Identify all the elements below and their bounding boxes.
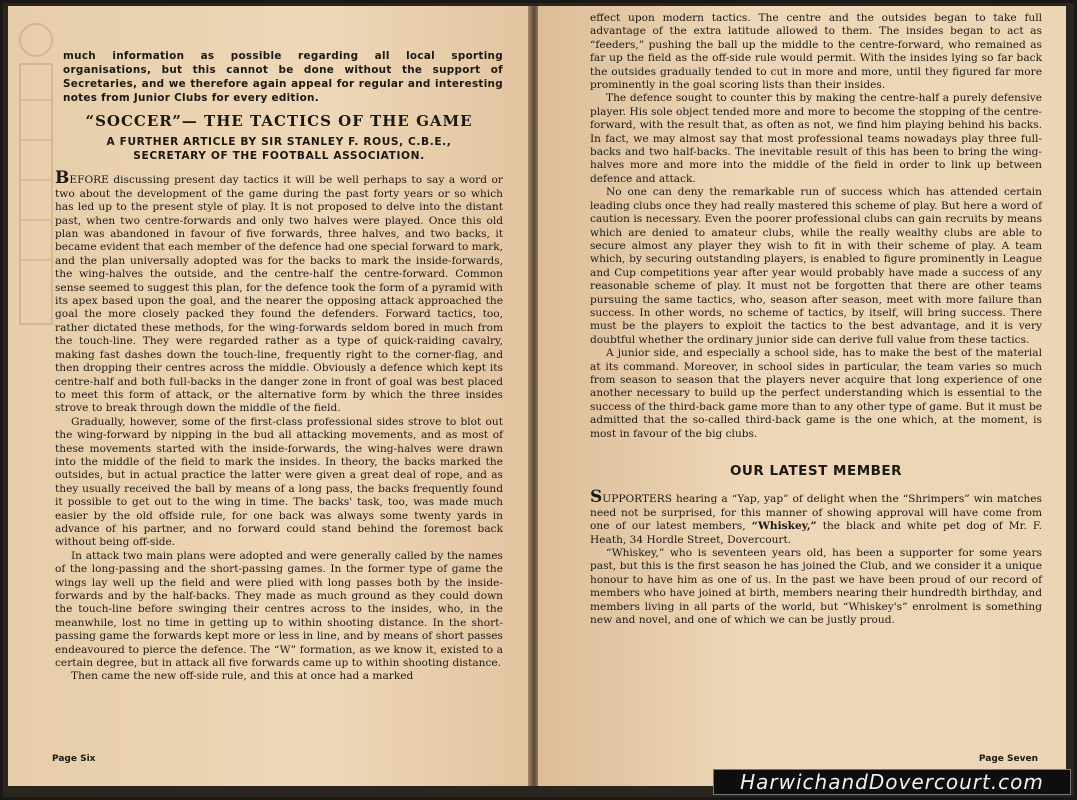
article-byline xyxy=(55,135,503,163)
right-page xyxy=(538,6,1066,786)
article-paragraph: A junior side, and especially a school side, has to make the best of the material at its command. Moreover, in school sides in particular, the team varies so much from season to season that the players never acquire that long experience of one another necessary to build up the perfect understanding which is essential to the success of the third-back game more than to any other type of game. But it must be admitted that the so-called third-back game is the one which, at the moment, is most in favour of the big clubs. xyxy=(590,347,1042,440)
left-page xyxy=(8,6,531,786)
right-column xyxy=(590,12,1042,627)
left-column xyxy=(55,49,503,684)
article-paragraph: No one can deny the remarkable run of success which has attended certain leading clubs once they had really mastered this scheme of play. But here a word of caution is necessary. Even the poorer professional clubs can gain recruits by means which are denied to amateur clubs, while the really wealthy clubs are able to secure almost any player they wish to fit in with their scheme of play. A team which, by securing outstanding players, is enabled to figure prominently in League and Cup competitions year after year would probably have made a success of any reasonable scheme of play. It must not be forgotten that there are other teams pursuing the same tactics, who, season after season, meet with more failure than success. In other words, no scheme of tactics, by itself, will bring success. There must be the players to exploit the tactics to the best advantage, and it is very doubtful whether the ordinary junior side can derive full value from these tactics. xyxy=(590,186,1042,346)
byline-author: A FURTHER ARTICLE BY SIR STANLEY F. ROUS, C.B.E., xyxy=(106,136,452,149)
member-paragraph: SUPPORTERS hearing a “Yap, yap” of delight when the “Shrimpers” win matches need not be surprised, for this manner of showing approval will have come from one of our latest members, “Whiskey,” the black and white pet dog of Mr. F. Heath, 34 Hordle Street, Dovercourt. xyxy=(590,487,1042,546)
club-crest-watermark-icon xyxy=(14,20,58,350)
page-number: Page Six xyxy=(52,754,96,764)
article-paragraph: effect upon modern tactics. The centre and the outsides began to take full advantage of the extra latitude allowed to them. The insides began to act as “feeders,” pushing the ball up the middle to the centre-forward, who remained as far up the field as the off-side rule would permit. With the insides lying so far back the outsides gradually tended to cut in more and more, until they figured far more prominently in the goal scoring lists than their insides. xyxy=(590,12,1042,92)
drop-cap: B xyxy=(55,168,70,189)
byline-title: SECRETARY OF THE FOOTBALL ASSOCIATION. xyxy=(133,150,425,163)
section-heading: OUR LATEST MEMBER xyxy=(729,463,903,479)
article-paragraph: BEFORE discussing present day tactics it will be well perhaps to say a word or two about the development of the game during the past forty years or so which has led up to the present style of play. It is not proposed to delve into the distant past, when two centre-forwards and only two halves were played. Once this old plan was abandoned in favour of five forwards, three halves, and two backs, it became evident that each member of the defence had one special forward to mark, and the plan universally adopted was for the backs to mark the inside-forwards, the wing-halves the outside, and the centre-half the centre-forward. Common sense seemed to suggest this plan, for the defence took the form of a pyramid with its apex based upon the goal, and the nearer the opposing attack approached the goal the more closely packed they found the defenders. Forward tactics, too, rather dictated these methods, for the wing-forwards seldom bored in much from the touch-line. They were regarded rather as a type of quick-raiding cavalry, making fast dashes down the touch-line, frequently right to the corner-flag, and then dropping their centres across the middle. Obviously a defence which kept its centre-half and both full-backs in the danger zone in front of goal was best placed to meet this form of attack, or the alternative form by which the three insides strove to break through down the middle of the field. xyxy=(55,168,503,415)
site-watermark: HarwichandDovercourt.com xyxy=(713,769,1071,795)
member-paragraph: “Whiskey,” who is seventeen years old, has been a supporter for some years past, but this is the first season he has joined the Club, and we consider it a unique honour to have him as one of us. In the past we have been proud of our record of members who have joined at birth, members nearing their hundredth birthday, and members living in all parts of the world, but “Whiskey's” enrolment is something new and novel, and one of which we can be justly proud. xyxy=(590,547,1042,627)
article-headline: “SOCCER”— THE TACTICS OF THE GAME xyxy=(85,112,473,130)
article-paragraph: In attack two main plans were adopted and were generally called by the names of the long-passing and the short-passing games. In the former type of game the wings lay well up the field and were plied with long passes both by the inside-forwards and by the half-backs. They made as much ground as they could down the touch-line before swinging their centres across to the insides, who, in the meanwhile, lost no time in getting up to within shooting distance. In the short-passing game the forwards kept more or less in line, and by means of short passes endeavoured to pierce the defence. The “W” formation, as we know it, existed to a certain degree, but in attack all five forwards came up to within shooting distance. xyxy=(55,549,503,670)
article-paragraph: The defence sought to counter this by making the centre-half a purely defensive player. His sole object tended more and more to become the stopping of the centre-forward, with the result that, as often as not, we find him playing behind his backs. In fact, we may almost say that most professional teams nowadays play three full-backs and two half-backs. The inevitable result of this has been to bring the wing-halves more and more into the middle of the field in order to link up between defence and attack. xyxy=(590,92,1042,185)
member-name: “Whiskey,” xyxy=(751,520,817,533)
article-paragraph: Gradually, however, some of the first-class professional sides strove to blot out the wing-forward by nipping in the bud all attacking movements, and as most of these movements started with the inside-forwards, the wing-halves were drawn into the middle of the field to mark the insides. In theory, the backs marked the outsides, but in actual practice the latter were given a great deal of rope, and as they usually received the ball by means of a long pass, the backs frequently found it possible to get out to the wing in time. The backs' task, too, was made much easier by the old offside rule, for one back was always some twenty yards in advance of his partner, and no forward could stand behind the foremost back without being off-side. xyxy=(55,415,503,549)
page-number: Page Seven xyxy=(978,754,1038,764)
intro-notice: much information as possible regarding all local sporting organisations, but this cannot be done without the support of Secretaries, and we therefore again appeal for regular and interesting notes from Junior Clubs for every edition. xyxy=(63,50,503,104)
article-paragraph: Then came the new off-side rule, and this at once had a marked xyxy=(71,670,414,683)
drop-cap: S xyxy=(590,487,603,508)
